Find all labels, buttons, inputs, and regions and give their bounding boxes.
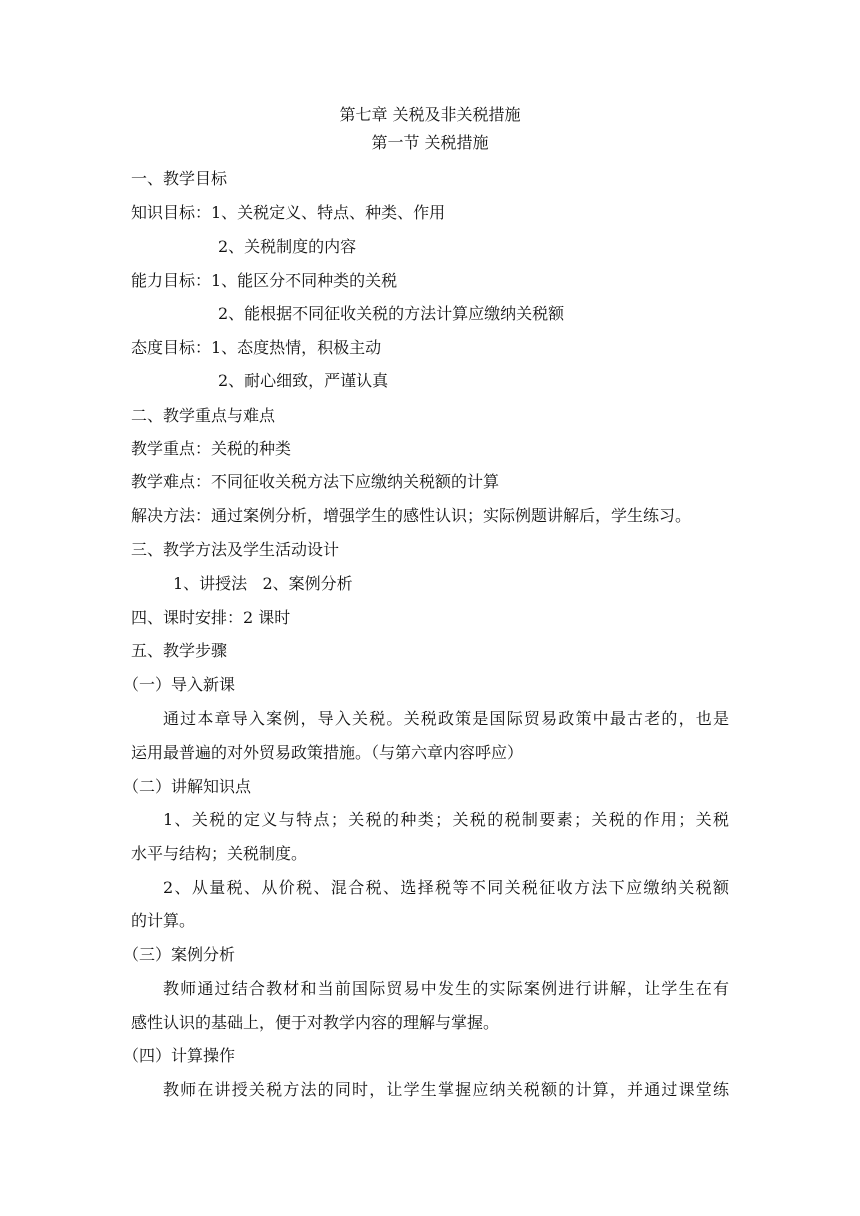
step-2-item-2-line-2: 的计算。 xyxy=(131,911,196,930)
step-2-item-2-line-1: 2、从量税、从价税、混合税、选择税等不同关税征收方法下应缴纳关税额 xyxy=(163,878,729,897)
step-2-item-1-line-1: 1、关税的定义与特点；关税的种类；关税的税制要素；关税的作用；关税 xyxy=(163,810,729,829)
ability-goal-1: 能力目标：1、能区分不同种类的关税 xyxy=(131,271,398,290)
step-1-paragraph-line-1: 通过本章导入案例，导入关税。关税政策是国际贸易政策中最古老的，也是 xyxy=(163,709,729,728)
step-4-heading: （四）计算操作 xyxy=(123,1046,236,1065)
knowledge-goal-2: 2、关税制度的内容 xyxy=(218,237,357,256)
step-2-item-1-line-2: 水平与结构；关税制度。 xyxy=(131,844,308,863)
methods-list: 1、讲授法 2、案例分析 xyxy=(173,574,353,593)
step-1-heading: （一）导入新课 xyxy=(123,675,236,694)
knowledge-goal-1: 知识目标：1、关税定义、特点、种类、作用 xyxy=(131,203,446,222)
solution-method: 解决方法：通过案例分析，增强学生的感性认识；实际例题讲解后，学生练习。 xyxy=(131,506,692,525)
heading-key-points: 二、教学重点与难点 xyxy=(131,406,276,425)
step-3-paragraph-line-1: 教师通过结合教材和当前国际贸易中发生的实际案例进行讲解，让学生在有 xyxy=(163,979,729,998)
heading-schedule: 四、课时安排：2 课时 xyxy=(131,608,291,627)
attitude-goal-1: 态度目标：1、态度热情，积极主动 xyxy=(131,338,382,357)
step-2-heading: （二）讲解知识点 xyxy=(123,777,252,796)
heading-teaching-goals: 一、教学目标 xyxy=(131,169,228,188)
step-4-paragraph-line-1: 教师在讲授关税方法的同时，让学生掌握应纳关税额的计算，并通过课堂练 xyxy=(163,1080,729,1099)
chapter-title: 第七章 关税及非关税措施 xyxy=(339,105,521,124)
difficult-point: 教学难点：不同征收关税方法下应缴纳关税额的计算 xyxy=(131,472,500,491)
heading-steps: 五、教学步骤 xyxy=(131,641,228,660)
step-3-paragraph-line-2: 感性认识的基础上，便于对教学内容的理解与掌握。 xyxy=(131,1013,500,1032)
attitude-goal-2: 2、耐心细致，严谨认真 xyxy=(218,371,389,390)
ability-goal-2: 2、能根据不同征收关税的方法计算应缴纳关税额 xyxy=(218,304,565,323)
step-3-heading: （三）案例分析 xyxy=(123,945,236,964)
heading-methods: 三、教学方法及学生活动设计 xyxy=(131,540,340,559)
key-point: 教学重点：关税的种类 xyxy=(131,439,292,458)
step-1-paragraph-line-2: 运用最普遍的对外贸易政策措施。（与第六章内容呼应） xyxy=(131,743,524,762)
section-title: 第一节 关税措施 xyxy=(371,133,489,152)
